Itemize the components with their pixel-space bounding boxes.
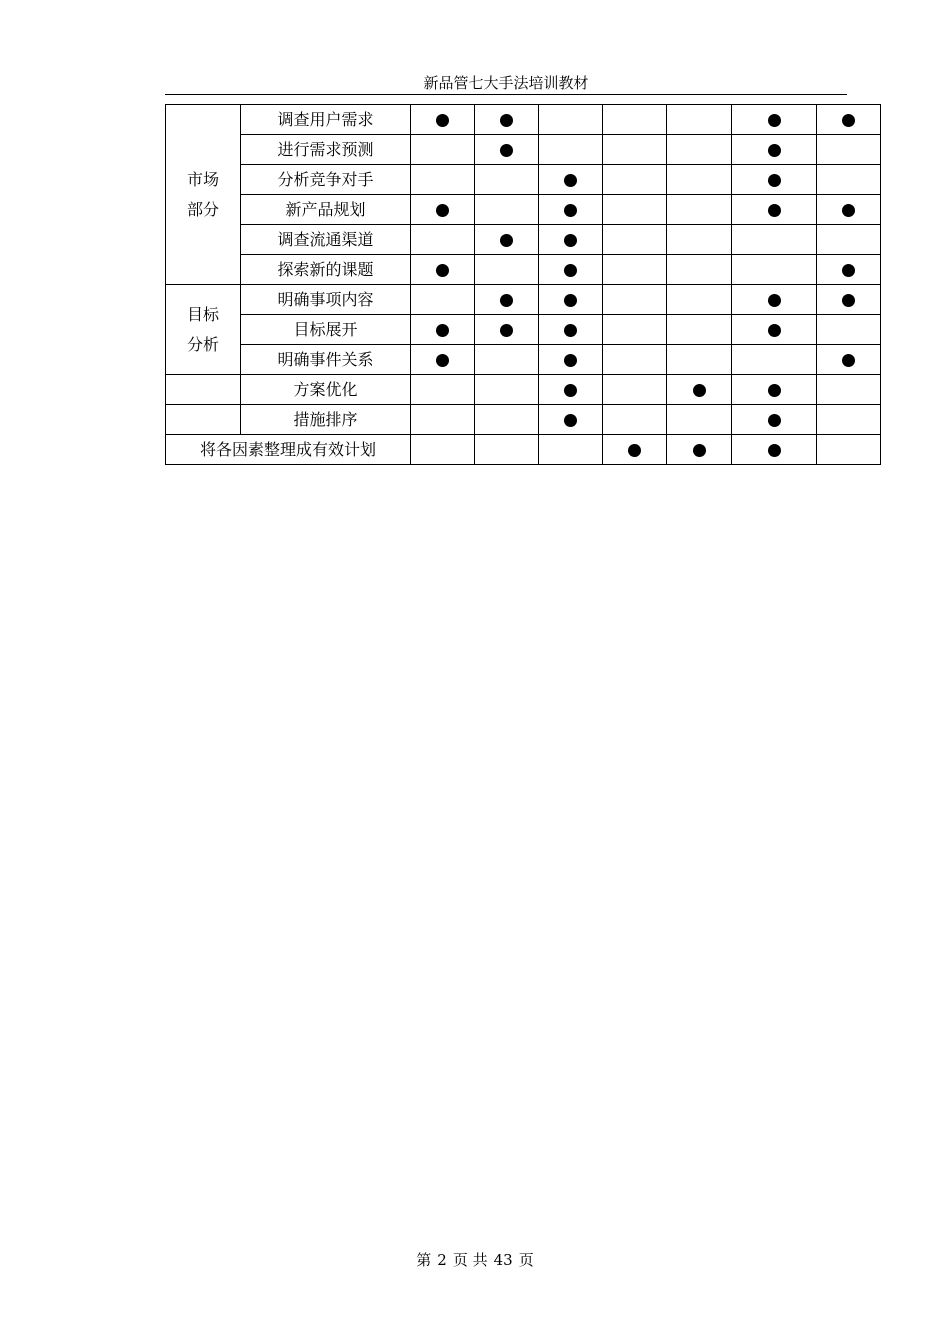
mark-cell [475,285,539,315]
mark-cell [475,105,539,135]
bullet-dot-icon [842,204,855,217]
mark-cell [603,105,667,135]
bullet-dot-icon [564,384,577,397]
bullet-dot-icon [564,174,577,187]
mark-cell [817,285,881,315]
mark-cell [817,435,881,465]
table-row [166,435,881,465]
mark-cell [411,405,475,435]
table-row [166,195,881,225]
bullet-dot-icon [768,204,781,217]
mark-cell [667,435,732,465]
bullet-dot-icon [693,384,706,397]
table-row [166,405,881,435]
table-row [166,285,881,315]
mark-cell [475,315,539,345]
item-label: 方案优化 [241,375,411,405]
table-row [166,315,881,345]
mark-cell [817,195,881,225]
mark-cell [411,285,475,315]
page-footer [0,1250,950,1270]
bullet-dot-icon [628,444,641,457]
footer-prefix: 第 [416,1251,432,1269]
bullet-dot-icon [436,354,449,367]
bullet-dot-icon [500,234,513,247]
table-row [166,225,881,255]
mark-cell [475,255,539,285]
group-label-line: 市场 [186,169,219,189]
mark-cell [817,375,881,405]
item-label: 措施排序 [241,405,411,435]
empty-group-cell [166,375,241,405]
mark-cell [603,405,667,435]
table-row [166,345,881,375]
mark-cell [475,225,539,255]
mark-cell [817,165,881,195]
footer-suffix: 页 [518,1251,534,1269]
bullet-dot-icon [500,114,513,127]
mark-cell [539,195,603,225]
mark-cell [475,375,539,405]
mark-cell [667,345,732,375]
item-label: 探索新的课题 [241,255,411,285]
bullet-dot-icon [768,294,781,307]
bullet-dot-icon [768,384,781,397]
bullet-dot-icon [436,324,449,337]
empty-group-cell [166,405,241,435]
bullet-dot-icon [436,264,449,277]
bullet-dot-icon [768,414,781,427]
item-label: 明确事件关系 [241,345,411,375]
mark-cell [411,165,475,195]
bullet-dot-icon [500,324,513,337]
mark-cell [475,195,539,225]
bullet-dot-icon [564,234,577,247]
mark-cell [667,255,732,285]
bullet-dot-icon [564,264,577,277]
mark-cell [411,105,475,135]
mark-cell [667,315,732,345]
mark-cell [817,255,881,285]
mark-cell [732,315,817,345]
mark-cell [732,135,817,165]
bullet-dot-icon [564,294,577,307]
mark-cell [667,135,732,165]
bullet-dot-icon [842,294,855,307]
mark-cell [475,345,539,375]
bullet-dot-icon [436,204,449,217]
mark-cell [732,165,817,195]
mark-cell [817,315,881,345]
table-row [166,375,881,405]
item-label: 目标展开 [241,315,411,345]
bullet-dot-icon [768,144,781,157]
mark-cell [732,225,817,255]
mark-cell [411,345,475,375]
bullet-dot-icon [500,294,513,307]
bullet-dot-icon [768,444,781,457]
mark-cell [603,255,667,285]
table-row [166,135,881,165]
group-label-line: 分析 [186,334,219,354]
mark-cell [603,435,667,465]
mark-cell [411,255,475,285]
mark-cell [411,315,475,345]
mark-cell [539,135,603,165]
mark-cell [667,225,732,255]
bullet-dot-icon [564,354,577,367]
item-label: 新产品规划 [241,195,411,225]
mark-cell [732,105,817,135]
table-row [166,105,881,135]
page-header: 新品管七大手法培训教材 [165,72,847,95]
mark-cell [539,165,603,195]
bullet-dot-icon [842,354,855,367]
mark-cell [411,435,475,465]
mark-cell [539,405,603,435]
mark-cell [817,135,881,165]
mark-cell [411,375,475,405]
item-label: 调查流通渠道 [241,225,411,255]
mark-cell [539,315,603,345]
item-label: 调查用户需求 [241,105,411,135]
mark-cell [475,165,539,195]
mark-cell [411,225,475,255]
mark-cell [817,405,881,435]
mark-cell [667,195,732,225]
footer-middle: 页 共 [452,1251,488,1269]
mark-cell [603,165,667,195]
mark-cell [603,195,667,225]
mark-cell [539,285,603,315]
mark-cell [667,165,732,195]
mark-cell [475,405,539,435]
mark-cell [817,345,881,375]
group-label [166,285,241,375]
bullet-dot-icon [842,264,855,277]
mark-cell [732,435,817,465]
mark-cell [817,105,881,135]
group-label [166,105,241,285]
mark-cell [539,435,603,465]
table-row [166,165,881,195]
mark-cell [539,225,603,255]
mark-cell [539,345,603,375]
bullet-dot-icon [500,144,513,157]
mark-cell [732,375,817,405]
bullet-dot-icon [768,324,781,337]
item-label: 明确事项内容 [241,285,411,315]
bullet-dot-icon [768,114,781,127]
mark-cell [732,405,817,435]
mark-cell [667,285,732,315]
footer-total-pages: 43 [493,1251,513,1269]
group-label-line: 部分 [186,199,219,219]
mark-cell [732,285,817,315]
mark-cell [603,315,667,345]
mark-cell [475,135,539,165]
mark-cell [817,225,881,255]
mark-cell [411,195,475,225]
mark-cell [667,105,732,135]
bullet-dot-icon [768,174,781,187]
mark-cell [603,345,667,375]
item-label: 进行需求预测 [241,135,411,165]
bullet-dot-icon [564,414,577,427]
matrix-table [165,104,881,465]
mark-cell [732,195,817,225]
mark-cell [732,345,817,375]
mark-cell [539,375,603,405]
mark-cell [539,255,603,285]
bullet-dot-icon [564,204,577,217]
mark-cell [732,255,817,285]
bullet-dot-icon [564,324,577,337]
mark-cell [603,225,667,255]
bullet-dot-icon [693,444,706,457]
mark-cell [603,285,667,315]
mark-cell [411,135,475,165]
mark-cell [475,435,539,465]
footer-page-number: 2 [437,1251,447,1269]
table-row [166,255,881,285]
item-label: 分析竞争对手 [241,165,411,195]
mark-cell [539,105,603,135]
mark-cell [603,135,667,165]
bullet-dot-icon [842,114,855,127]
item-label: 将各因素整理成有效计划 [166,435,411,465]
mark-cell [667,405,732,435]
mark-cell [667,375,732,405]
group-label-line: 目标 [186,304,219,324]
mark-cell [603,375,667,405]
bullet-dot-icon [436,114,449,127]
